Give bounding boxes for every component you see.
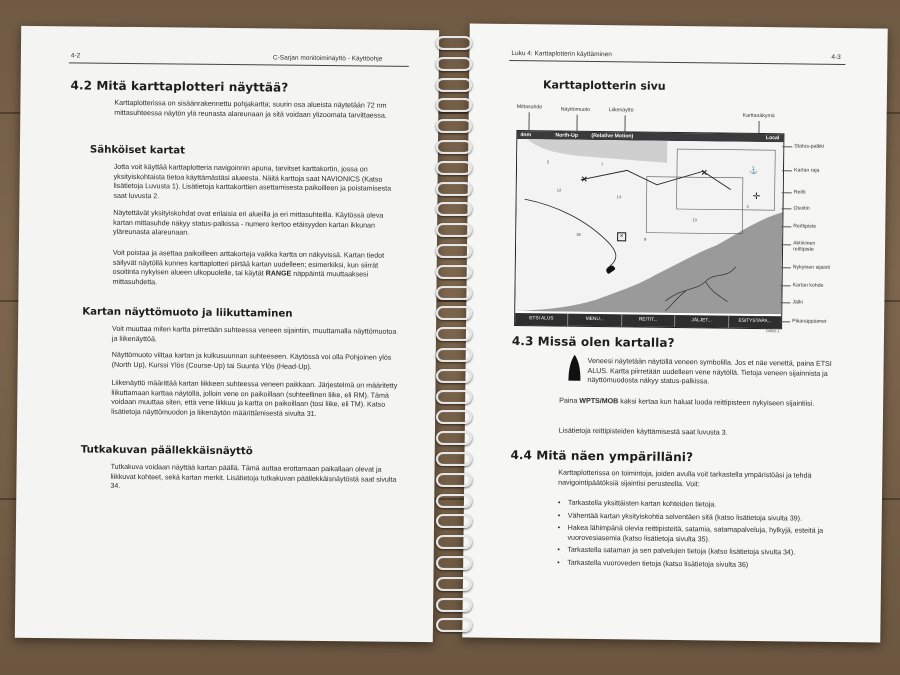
callout-chart-view: Karttanäkymä: [742, 112, 775, 120]
left-header-title: C-Sarjan monitoiminäyttö - Käyttöohje: [272, 54, 383, 63]
header-rule: [509, 60, 845, 65]
binding-ring: [436, 161, 472, 175]
paragraph: Näyttömuoto viittaa kartan ja kulkusuunnan suhteeseen. Käytössä voi olla Pohjoinen ylös (North Up), Kurssi Ylös (Course-Up) tai Suunta Ylös (Head-Up).: [111, 350, 392, 371]
binding-ring: [436, 327, 472, 341]
callout-leader: [781, 267, 791, 268]
list-item-text: Vähentää kartan yksityiskohtia selventäen sitä (katso lisätietoja sivulta 39).: [567, 511, 803, 523]
callout-leader: [781, 285, 791, 286]
binding-ring: [436, 286, 472, 300]
status-range: 4nm: [520, 132, 532, 139]
callout-chart-limit: Kartan raja: [793, 167, 820, 174]
paragraph-text: Veneesi näytetään näytöllä veneen symbolilla. Jos et näe venettä, paina: [587, 356, 815, 368]
binding-ring: [436, 452, 472, 466]
binding-ring: [436, 618, 472, 632]
binding-ring: [436, 348, 472, 362]
svg-text:5: 5: [547, 159, 550, 165]
callout-leader: [782, 170, 792, 171]
wpts-mob-key-label: WPTS/MOB: [579, 396, 619, 406]
callout-status-bar: Status-palkki: [794, 143, 825, 150]
subsection-title-radar-overlay: Tutkakuvan päällekkäisnäyttö: [80, 444, 253, 458]
callout-current-position: Nykyinen sijainti: [792, 264, 831, 271]
header-rule: [69, 62, 409, 67]
binding-ring: [436, 182, 472, 196]
softkey-routes[interactable]: REITIT...: [622, 314, 676, 327]
paragraph-text: näppäintä muuttaaksesi mittasuhdetta.: [112, 269, 369, 287]
find-ship-key-label: ETSI ALUS.: [587, 359, 832, 375]
paragraph: Jotta voit käyttää karttaplotteria navigoinnin apuna, tarvitset karttakortin, jossa on yksityiskohtaista tietoa käyttämästäsi alueesta. Näitä karttoja saat NAVIONICS (Katso lisätietoja Luvusta 1). Lisätietoja karttakorttien asettamisesta paikoilleen ja poistamisesta saat luvusta 2.: [113, 162, 392, 201]
left-page: [15, 26, 439, 642]
svg-text:14: 14: [616, 194, 622, 200]
paragraph-text: Voit poistaa ja asettaa paikoilleen arttakorteja vaikka kartta on näkyvissä. Kartan tiedot säilyvät näytöllä kunnes karttaplotteri piirtää kartan uudelleen; esimerkiksi, kun siirrät osoitinta nykyisen alueen ulkopuolelle, tai käytät: [112, 248, 385, 278]
paragraph: Voit muuttaa miten kartta piirretään suhteessa veneen sijaintiin, muuttamalla näyttömuotoa ja liikenäyttöä.: [111, 324, 397, 343]
chart-graphic: [515, 139, 783, 314]
softkey-bar: [515, 313, 781, 328]
paragraph-text: Kartta piirretään uudelleen vene näytöllä. Tietoja veneen sijainnista ja näyttömuodosta näkyy status-palkissa.: [587, 366, 828, 386]
binding-ring: [436, 98, 472, 112]
list-item-text: Tarkastella yksittäisten kartan kohteiden tietoja.: [567, 498, 717, 509]
spiral-binding: [432, 28, 472, 640]
list-item: • Tarkastella sataman ja sen palvelujen tietoja (katso lisätietoja sivulta 34).: [557, 545, 796, 557]
softkey-find-ship[interactable]: ETSI ALUS: [515, 313, 569, 326]
binding-ring: [436, 265, 472, 279]
list-item-text: Hakea lähimpänä olevia reittipisteitä, satamia, satamapalveluja, hylkyjä, esteitä ja vuorovesiasemia (katso lisätietoja sivulta 35).: [567, 523, 824, 543]
softkey-presentation[interactable]: ESITYSTAPA...: [738, 318, 772, 325]
binding-ring: [436, 202, 472, 216]
callout-leader: [781, 244, 791, 245]
binding-ring: [436, 369, 472, 383]
waypoint-icon[interactable]: ✕: [580, 174, 588, 184]
callout-waypoint: Reittipiste: [793, 223, 817, 230]
paragraph-text: kaksi kertaa kun haluat luoda reittipisteen nykyiseen sijaintiisi.: [620, 397, 815, 408]
section-title-4-4: 4.4 Mitä näen ympärilläni?: [510, 447, 694, 465]
callout-cursor: Osoitin: [793, 205, 810, 212]
paragraph: [559, 397, 843, 410]
callout-leader: [781, 226, 791, 227]
status-mode: North-Up: [555, 132, 578, 139]
binding-ring: [436, 223, 472, 237]
binding-ring: [436, 390, 472, 404]
status-view: Local: [765, 135, 780, 142]
svg-text:18: 18: [576, 231, 581, 237]
subsection-title-electronic-charts: Sähköiset kartat: [89, 144, 186, 157]
binding-ring: [436, 494, 472, 508]
active-waypoint-icon[interactable]: ✕: [617, 232, 626, 241]
callout-leader: [782, 146, 792, 147]
figure-title: Karttaplotterin sivu: [542, 78, 666, 93]
callout-leader: [780, 302, 790, 303]
paragraph: Liikenäyttö määrittää kartan liikkeen suhteessa veneen paikkaan. Järjestelmä on määritetty liikuttamaan karttaa näytöllä, jolloin vene on paikoillaan (suhteellinen liike, eli RM). Tämä voidaan muuttaa siten, että vene liikkuu ja kartta on paikoillaan (tosi liike, eli TM). Katso lisätietoja näyttömuodon ja liikenäytön määrittämisestä sivulta 31.: [111, 378, 398, 418]
paragraph: [587, 357, 843, 389]
callout-active-waypoint: Aktiivinen reittipiste: [792, 240, 816, 253]
paragraph: Lisätietoja reittipisteiden käyttämisestä saat luvusta 3.: [558, 426, 728, 437]
waypoint-icon[interactable]: ✕: [700, 168, 708, 178]
paragraph: Näytettävät yksityiskohdat ovat erilaisia eri alueilla ja eri mittasuhteilla. Käytössä oleva kartan mittasuhde näkyy status-palkissa - numero kertoo etäisyyden kartan ikkunan yläreunasta alareunaan.: [113, 208, 384, 237]
callout-route: Reitti: [793, 189, 806, 196]
svg-text:10: 10: [692, 217, 697, 223]
chartplotter-screen: [514, 130, 784, 329]
callout-motion-mode: Liikenäyttö: [608, 107, 634, 114]
binding-ring: [436, 57, 472, 71]
svg-text:3: 3: [746, 203, 749, 209]
binding-ring: [436, 473, 472, 487]
status-motion: (Relative Motion): [591, 132, 634, 140]
feature-list: [557, 499, 842, 574]
binding-ring: [436, 431, 472, 445]
paragraph: [112, 249, 402, 290]
vessel-symbol-icon: [567, 355, 581, 381]
softkey-tracks[interactable]: JÄLJET...: [675, 315, 729, 328]
subsection-title-chart-mode: Kartan näyttömuoto ja liikuttaminen: [82, 306, 293, 320]
range-key-label: RANGE: [265, 269, 292, 278]
list-item: • Tarkastella vuoroveden tietoja (katso lisätietoja sivulta 36): [557, 558, 749, 569]
right-page: [462, 23, 887, 642]
paragraph-text: Paina: [559, 396, 578, 405]
callout-track: Jälki: [792, 299, 803, 306]
binding-ring: [436, 410, 472, 424]
binding-ring: [436, 598, 472, 612]
binding-ring: [436, 535, 472, 549]
binding-ring: [436, 577, 472, 591]
binding-ring: [436, 556, 472, 570]
binding-ring: [436, 306, 472, 320]
binding-ring: [436, 514, 472, 528]
cursor-icon[interactable]: ✛: [752, 190, 761, 202]
paragraph: Karttaplotterissa on sisäänrakennettu pohjakartta; suurin osa alueista näytetään 72 nm mittasuhteessa näytön ylä reunasta alareunaan ja sitä voidaan ylizoomata tarvittaessa.: [114, 98, 387, 120]
callout-leader: [782, 192, 792, 193]
binding-ring: [436, 119, 472, 133]
paragraph: Karttaplotterissa on toimintoja, joiden avulla voit tarkastella ympäristöäsi ja tehdä navigointipäätöksiä sijaintisi perusteella. Voit:: [558, 468, 812, 488]
callout-leader: [782, 208, 792, 209]
callout-leader: [780, 321, 790, 322]
svg-text:7: 7: [601, 162, 604, 168]
left-header-page-number: 4-2: [70, 52, 81, 60]
svg-text:8: 8: [644, 236, 647, 242]
softkey-menu[interactable]: MENU...: [568, 314, 622, 327]
list-item: • Vähentää kartan yksityiskohtia selventäen sitä (katso lisätietoja sivulta 39).: [557, 511, 803, 523]
section-title-4-3: 4.3 Missä olen kartalla?: [511, 334, 675, 350]
right-header-title: Luku 4: Karttaplotterin käyttäminen: [511, 49, 612, 59]
list-item: • Tarkastella yksittäisten kartan kohteiden tietoja.: [557, 498, 717, 509]
section-title-4-2: 4.2 Mitä karttaplotteri näyttää?: [70, 78, 289, 95]
list-item: • Hakea lähimpänä olevia reittipisteitä, satamia, satamapalveluja, hylkyjä, esteitä ja vuorovesiasemia (katso lisätietoja sivulta 35).: [557, 523, 824, 543]
list-item-text: Tarkastella vuoroveden tietoja (katso lisätietoja sivulta 36): [567, 558, 749, 569]
binding-ring: [436, 78, 472, 92]
binding-ring: [436, 244, 472, 258]
list-item-text: Tarkastella sataman ja sen palvelujen tietoja (katso lisätietoja sivulta 34).: [567, 545, 796, 557]
binding-ring: [436, 36, 472, 50]
callout-softkeys: Pikanäppäimet: [792, 318, 827, 325]
right-header-page-number: 4-3: [831, 53, 841, 62]
paragraph: Tutkakuva voidaan näyttää kartan päällä. Tämä auttaa erottamaan paikallaan olevat ja liikkuvat kohteet, sekä kartan merkit. Lisätietoja tutkakuvan päällekkäisnäytöstä saat sivulta 34.: [110, 462, 397, 491]
callout-display-mode: Näyttömuoto: [560, 106, 591, 113]
figure-code: D8801-1: [766, 329, 780, 334]
callout-range: Mittasuhde: [516, 104, 543, 111]
binding-ring: [436, 140, 472, 154]
chart-object-icon: ⚓: [748, 167, 758, 175]
callout-chart-object: Kartan kohde: [792, 282, 824, 289]
svg-text:12: 12: [556, 187, 562, 193]
